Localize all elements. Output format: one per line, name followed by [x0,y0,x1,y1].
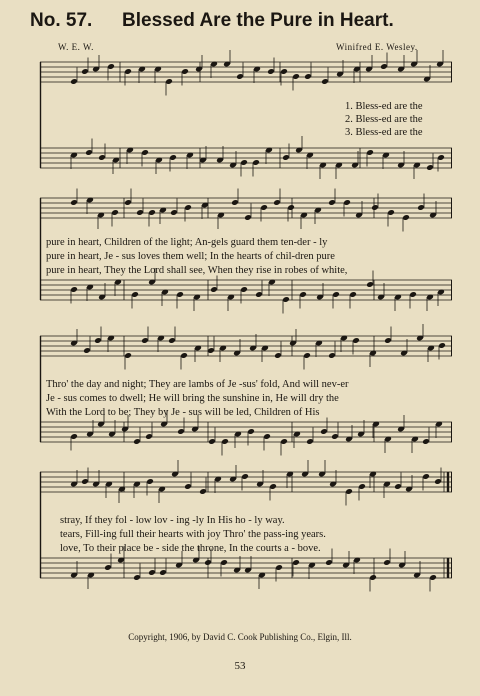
music-system-2 [40,192,452,312]
verse-1-line: 1. Bless-ed are the [345,101,423,112]
copyright-notice: Copyright, 1906, by David C. Cook Publishing Co., Elgin, Ill. [128,632,352,642]
music-system-3 [40,330,452,454]
words-credit: W. E. W. [58,42,94,52]
verse-3-line: With the Lord to be; They by Je - sus will be led, Children of His [46,407,320,418]
verse-1-line: Thro' the day and night; They are lambs of Je -sus' fold, And will nev-er [46,379,349,390]
hymn-number: No. 57. [30,10,93,31]
music-system-1 [40,56,452,180]
verse-2-line: pure in heart, Je - sus loves them well; In the hearts of chil-dren pure [46,251,335,262]
verse-2-line: 2. Bless-ed are the [345,114,423,125]
music-credit: Winifred E. Wesley. [336,42,418,52]
hymn-title: Blessed Are the Pure in Heart. [122,10,394,31]
hymn-header [30,10,470,40]
verse-1-line: pure in heart, Children of the light; An-gels guard them ten-der - ly [46,237,328,248]
verse-1-line: stray, If they fol - low lov - ing -ly In His ho - ly way. [60,515,285,526]
verse-3-line: 3. Bless-ed are the [345,127,423,138]
music-system-4 [40,466,452,590]
verse-2-line: Je - sus comes to dwell; He will bring the sunshine in, He will dry the [46,393,339,404]
verse-3-line: love, To their place be - side the throne, In the courts a - bove. [60,543,321,554]
verse-3-line: pure in heart, They the Lord shall see, When they rise in robes of white, [46,265,348,276]
page-number: 53 [234,660,246,672]
verse-2-line: tears, Fill-ing full their hearts with joy Thro' the pass-ing years. [60,529,326,540]
